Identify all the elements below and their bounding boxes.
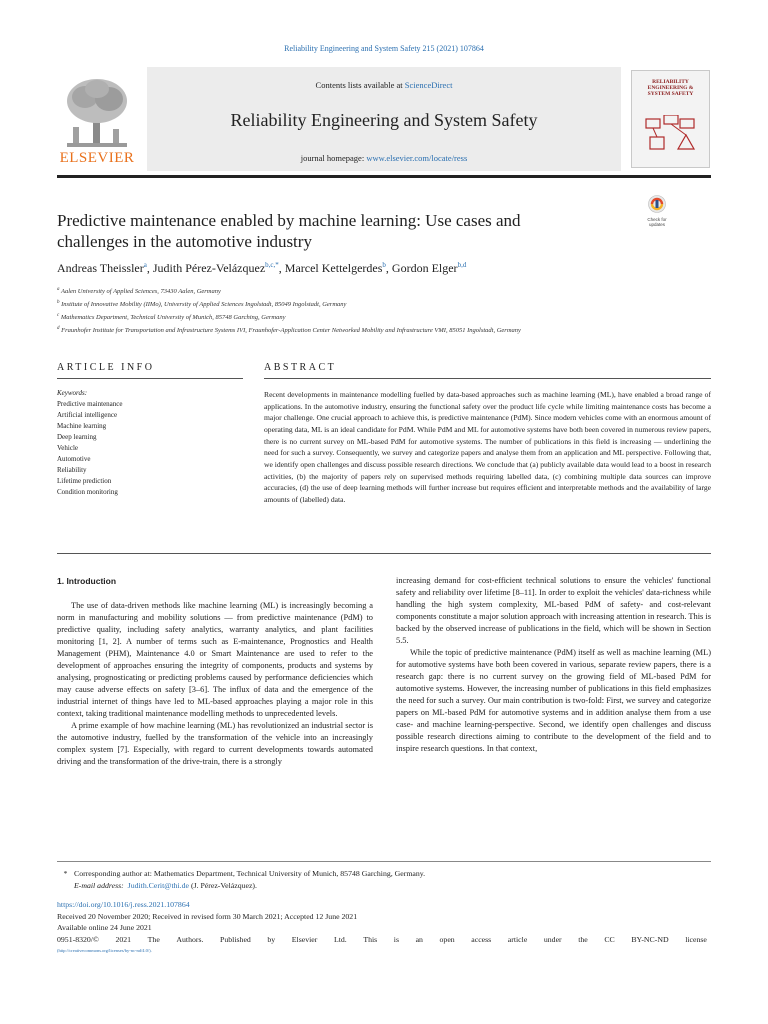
homepage-prefix: journal homepage: <box>300 153 367 163</box>
license-word: under <box>543 934 562 944</box>
body-paragraph: A prime example of how machine learning (ML) has revolutionized an industrial sector is the automotive industry, fuelled by the transformation of the vehicle into an increasingly complex system [7]. Especially, with regard to current developments towards automated driving and the transformation of the drive-train, there is a strongly <box>57 721 373 766</box>
license-word: by <box>267 934 276 944</box>
author-superscript[interactable]: b,c,* <box>265 261 279 269</box>
contents-prefix: Contents lists available at <box>315 80 405 90</box>
article-title: Predictive maintenance enabled by machine learning: Use cases and challenges in the automotive industry <box>57 211 521 251</box>
received-dates: Received 20 November 2020; Received in revised form 30 March 2021; Accepted 12 June 2021 <box>57 911 358 921</box>
doi-link[interactable]: https://doi.org/10.1016/j.ress.2021.107864 <box>57 900 190 909</box>
affiliation-text: Mathematics Department, Technical University of Munich, 85748 Garching, Germany <box>60 314 286 322</box>
keyword: Automotive <box>57 455 91 463</box>
affiliation-marker: d <box>57 326 60 332</box>
header-rule <box>57 175 711 178</box>
check-for-updates-badge[interactable] <box>640 195 674 231</box>
available-online: Available online 24 June 2021 <box>57 923 152 932</box>
footnote-rule <box>57 861 711 862</box>
keyword: Reliability <box>57 466 87 474</box>
keyword: Predictive maintenance <box>57 400 123 408</box>
body-paragraph: increasing demand for cost-efficient technical solutions to ensure the vehicles' functional safety and reliability over lifetime [8–11]. In order to exploit the vehicles' data-richness while handling the high system complexity, ML-based PdM of safety- and cost-relevant components constitute a major solution approach with increasing attention in research. This is backed by the observed increase of publications in the field, which will be shown in Section 5.5. <box>396 576 711 645</box>
elsevier-logo[interactable] <box>57 67 137 167</box>
section-heading: 1. Introduction <box>57 576 117 586</box>
keyword: Lifetime prediction <box>57 477 112 485</box>
license-word: an <box>415 934 423 944</box>
author-name[interactable]: Gordon Elger <box>391 261 458 275</box>
contents-line <box>147 80 621 90</box>
body-column-right <box>396 575 711 755</box>
affiliation <box>57 297 717 310</box>
author-superscript[interactable]: b <box>382 261 386 269</box>
license-word: is <box>393 934 399 944</box>
license-word: BY-NC-ND <box>631 934 669 944</box>
affiliation-text: Institute of Innovative Mobility (IIMo), University of Applied Sciences Ingolstadt, 85049 Ingolstadt, Germany <box>61 301 347 309</box>
license-word: This <box>363 934 378 944</box>
affiliation-marker: a <box>57 287 60 292</box>
journal-banner <box>147 67 621 171</box>
license-word: the <box>578 934 588 944</box>
article-info-rule <box>57 378 243 379</box>
license-word: article <box>507 934 528 944</box>
license-word: license <box>685 934 707 944</box>
affiliation-text: Aalen University of Applied Sciences, 73430 Aalen, Germany <box>61 288 221 296</box>
license-word: access <box>471 934 492 944</box>
journal-cover-thumbnail[interactable] <box>631 70 710 168</box>
keyword: Artificial intelligence <box>57 411 118 419</box>
keyword: Deep learning <box>57 433 97 441</box>
journal-title: Reliability Engineering and System Safety <box>230 110 538 130</box>
body-column-left <box>57 575 373 768</box>
email-line <box>57 880 711 892</box>
license-word: Authors. <box>176 934 204 944</box>
author-superscript[interactable]: b,d <box>457 261 467 269</box>
author-name[interactable]: Judith Pérez-Velázquez <box>152 261 266 275</box>
sciencedirect-link[interactable]: ScienceDirect <box>404 80 453 90</box>
email-label: E-mail address: <box>74 880 124 890</box>
affiliation-text: Fraunhofer Institute for Transportation and Infrastructure Systems IVI, Fraunhofer-Application Center Networked Mobility and Infrastructure VMI, 85051 Ingolstadt, Germany <box>61 327 521 335</box>
email-link[interactable]: Judith.Cerit@thi.de <box>127 880 189 890</box>
affiliation <box>57 323 717 336</box>
elsevier-wordmark: ELSEVIER <box>59 150 135 166</box>
footnote <box>57 868 711 891</box>
keyword: Machine learning <box>57 422 107 430</box>
affiliation-list <box>57 284 717 337</box>
affiliation <box>57 310 717 323</box>
cover-diagram-icon <box>644 115 696 155</box>
author-name[interactable]: Marcel Kettelgerdes <box>284 261 383 275</box>
keywords-block <box>57 388 237 498</box>
license-word: The <box>147 934 160 944</box>
body-paragraph: The use of data-driven methods like machine learning (ML) is increasingly becoming a norm in manufacturing and mobility solutions — from predictive maintenance (PdM) to predictive quality, including safety analytics, warranty analytics, and plant facilities monitoring [1, 2]. A number of terms such as E-maintenance, Prognostics and Health Management (PHM), Maintenance 4.0 or Smart Maintenance are used to refer to the development of approaches ensuring the integrity of components, products and systems by analysing, prognosticating or predicting problems caused by performance deficiencies which may cause adverse effects on safety [3–6]. The influx of data and the emergence of the industrial internet of things have led to ML-based approaches playing a major role in this context, taking traditional maintenance modelling methods to unprecedented levels. <box>57 601 373 718</box>
keyword: Vehicle <box>57 444 78 452</box>
elsevier-tree-icon <box>63 77 131 149</box>
homepage-line <box>147 153 621 163</box>
abstract-text: Recent developments in maintenance modelling fuelled by data-based approaches such as machine learning (ML), have enabled a broad range of applications. In the automotive industry, ensuring the functional safety over the product life cycle while limiting maintenance costs has become a major challenge. One crucial approach to achieve this, is predictive maintenance (PdM). Since modern vehicles come with an enormous amount of operating data, ML is an ideal candidate for PdM. While PdM and ML for automotive systems have both been covered in numerous review papers, there is no current survey on ML-based PdM for automotive systems. The number of publications in this field is increasing — underlining the need for such a survey. Consequently, we survey and categorize papers and analyse them from an application and ML perspective. Following that, we identify open challenges and discuss possible research directions. We conclude that (a) publicly available data would lead to a boost in research activities, (b) the majority of papers rely on supervised methods requiring labelled data, (c) combining multiple data sources can improve accuracies, (d) the use of deep learning methods will further increase but requires efficient and interpretable methods and the availability of large amounts of (labelled) data. <box>264 390 711 504</box>
affiliation-marker: b <box>57 300 60 306</box>
author-superscript[interactable]: a <box>143 261 147 269</box>
journal-reference[interactable]: Reliability Engineering and System Safety 215 (2021) 107864 <box>284 44 484 53</box>
license-word: open <box>439 934 455 944</box>
body-paragraph: While the topic of predictive maintenance (PdM) itself as well as machine learning (ML) for automotive systems have both been covered in various, separate review papers, there is a research gap: there is no current survey on the growing field of ML-based PdM for automotive systems. However, the increasing number of publications in this field emphasizes the need for such a survey. Our main contribution is two-fold: First, we survey and categorize papers on ML-based PdM for automotive systems and in addition analyse them from a use case- and machine learning-perspective. Second, we identify open challenges and discuss possible research directions aiming to contribute to the development of the field and to inspire research questions. In that context, <box>396 648 711 753</box>
keywords-label: Keywords: <box>57 389 88 397</box>
abstract-bottom-rule <box>57 553 711 554</box>
affiliation-marker: c <box>57 313 60 319</box>
license-word: CC <box>604 934 615 944</box>
license-word: Elsevier <box>291 934 318 944</box>
corresponding-author-note <box>57 868 711 880</box>
license-word: 0951-8320/© <box>57 934 99 944</box>
homepage-link[interactable]: www.elsevier.com/locate/ress <box>366 153 468 163</box>
author-list: Andreas Theissler$^a$, Judith Pérez-Velázquez$^{b,c,*}$, Marcel Kettelgerdes$^b$, Gordon Elger$^{b,d}$ <box>57 261 467 275</box>
affiliation <box>57 284 717 297</box>
author-name[interactable]: Andreas Theissler <box>57 261 144 275</box>
abstract-rule <box>264 378 711 379</box>
license-word: 2021 <box>115 934 132 944</box>
footnote-text: Corresponding author at: Mathematics Department, Technical University of Munich, 85748 Garching, Germany. <box>74 869 426 878</box>
license-line <box>57 934 707 946</box>
footnote-star: * <box>63 869 68 878</box>
cover-title: RELIABILITY ENGINEERING & SYSTEM SAFETY <box>647 79 694 97</box>
check-updates-label: Check for updates <box>647 217 667 227</box>
keyword: Condition monitoring <box>57 488 118 496</box>
email-suffix: (J. Pérez-Velázquez). <box>190 880 257 890</box>
check-updates-icon <box>648 195 666 215</box>
article-info-heading: ARTICLE INFO <box>57 362 155 373</box>
license-word: Ltd. <box>333 934 347 944</box>
license-word: Published <box>220 934 251 944</box>
license-url[interactable]: (http://creativecommons.org/licenses/by-nc-nd/4.0/). <box>57 948 152 953</box>
abstract-heading: ABSTRACT <box>264 362 337 373</box>
journal-header <box>57 67 711 171</box>
publication-info <box>57 899 711 957</box>
